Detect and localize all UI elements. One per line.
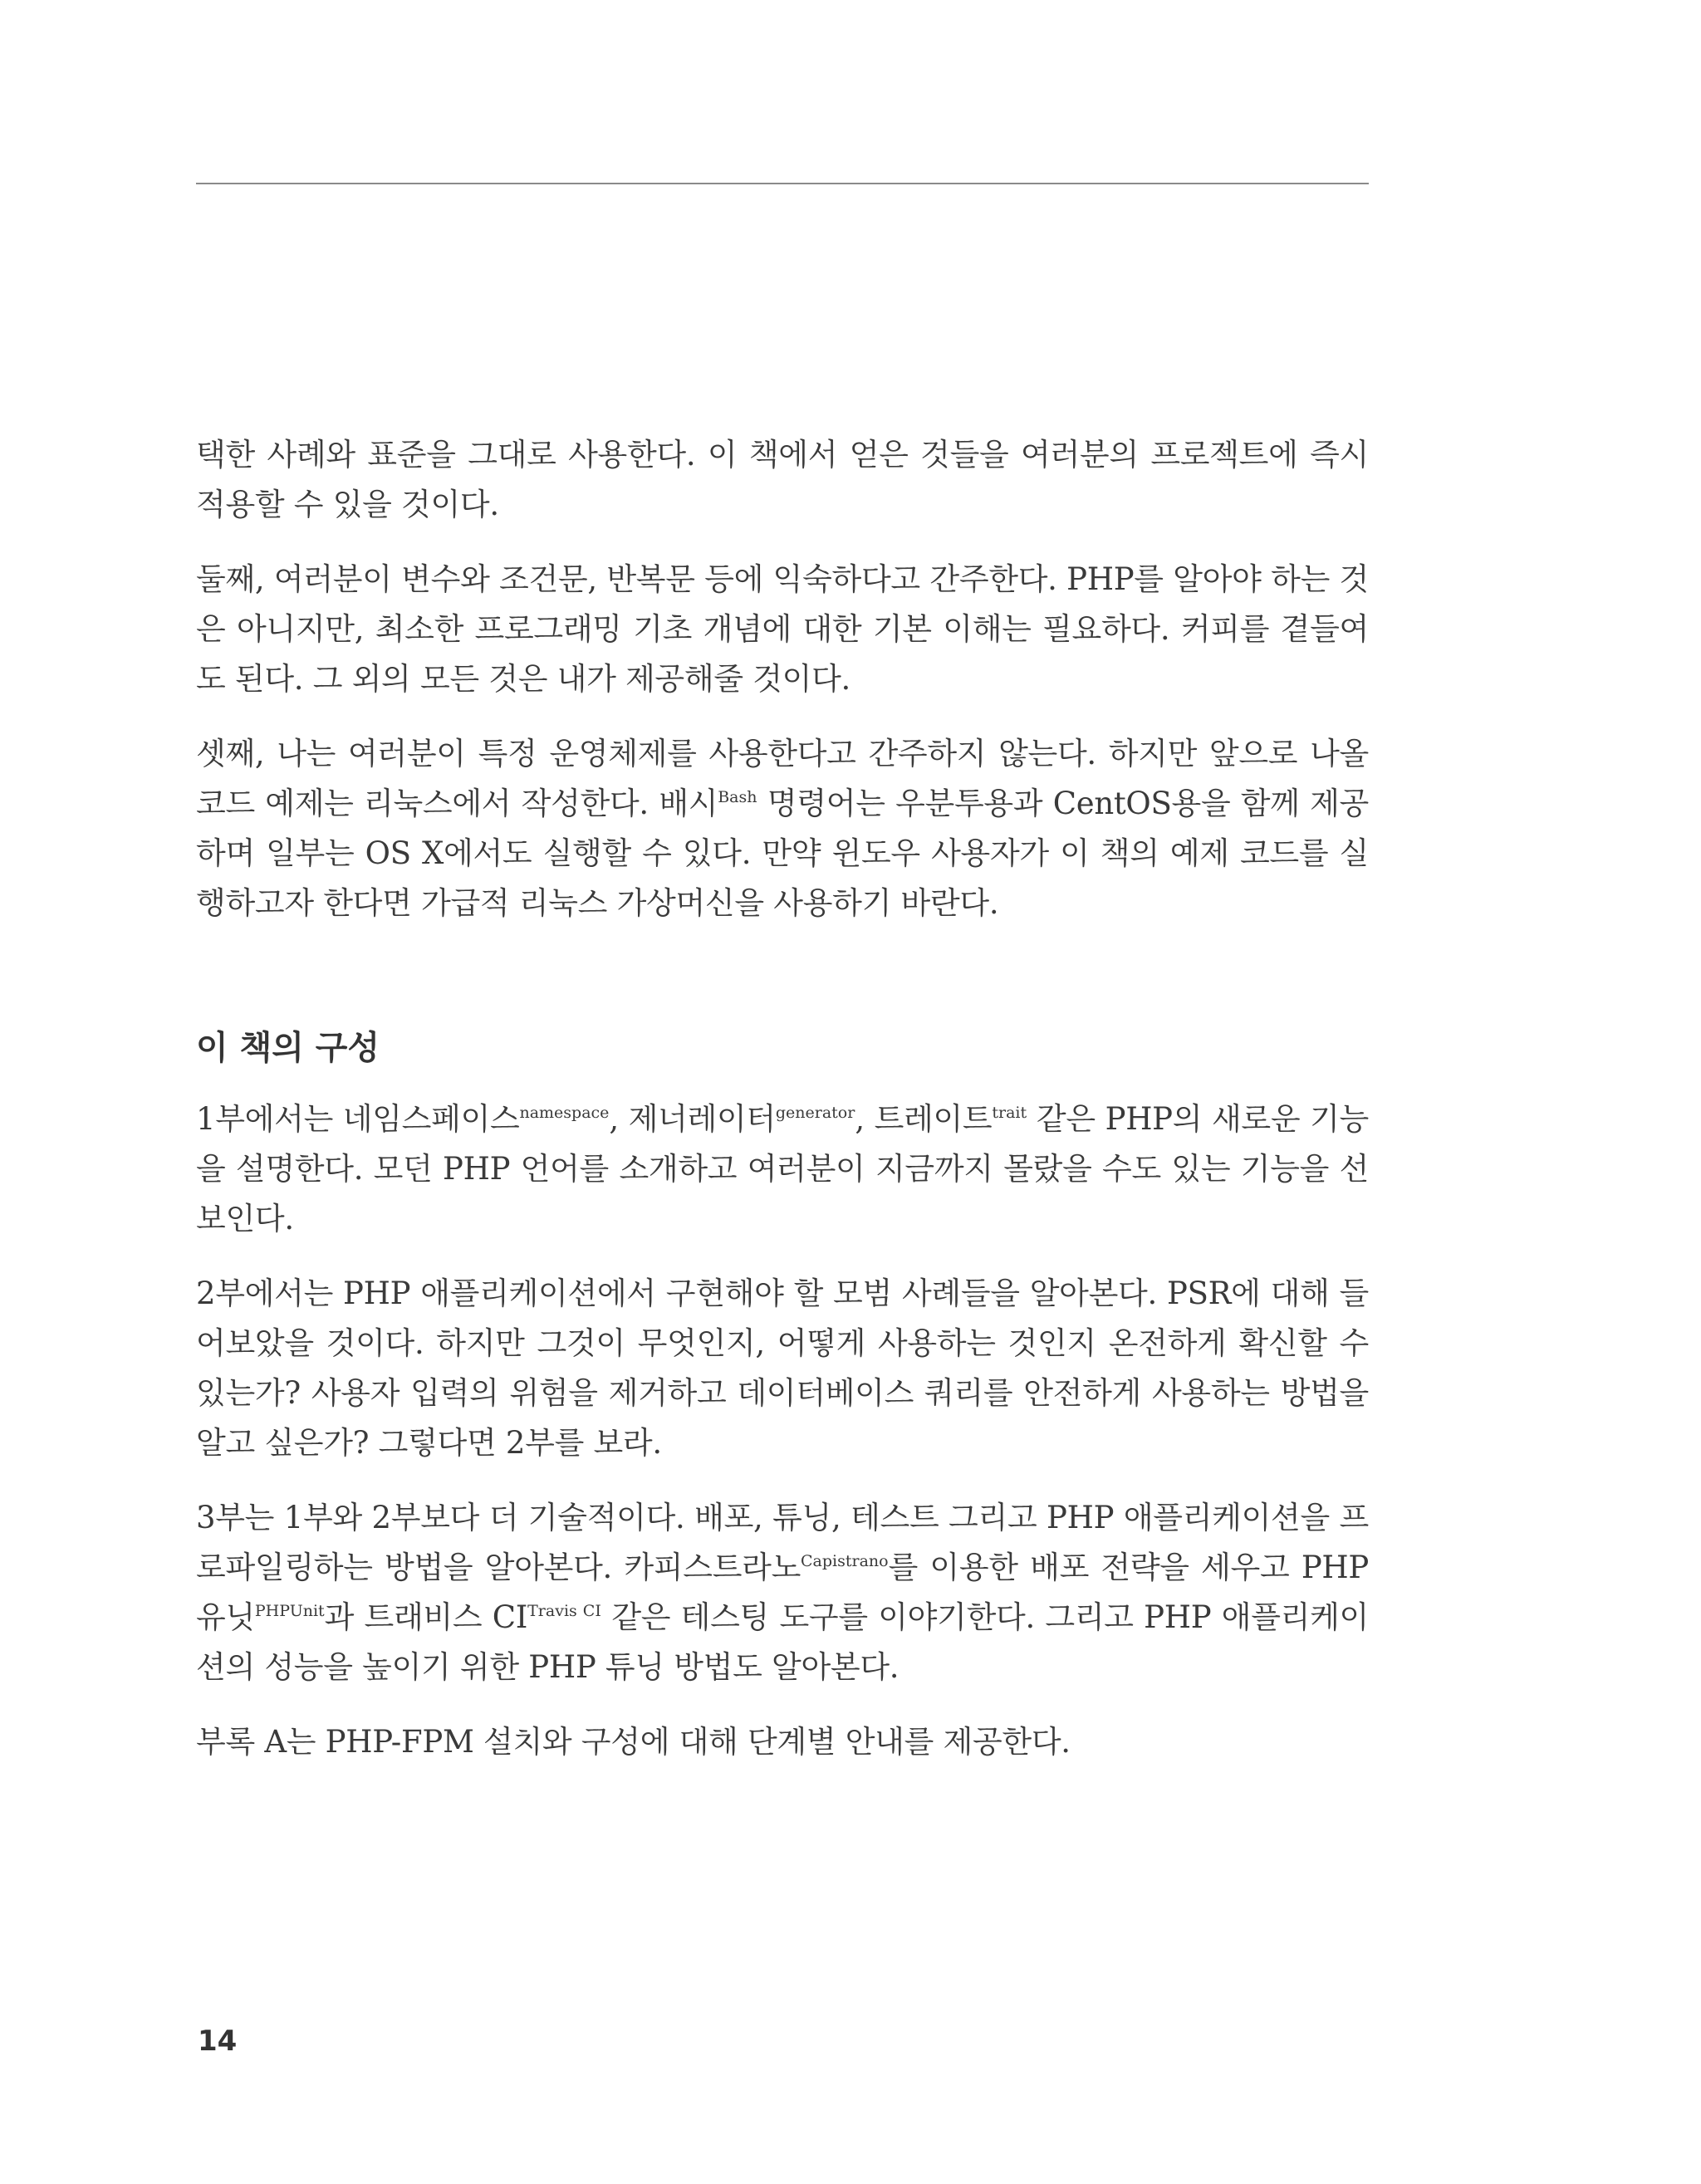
original-term-phpunit: PHPUnit [254,1602,325,1620]
original-term-generator: generator [775,1104,855,1122]
original-term-travis-ci: Travis CI [527,1602,601,1620]
paragraph-part1 [196,1094,1369,1244]
original-term-namespace: namespace [519,1104,610,1122]
paragraph-third-assumption [196,729,1369,928]
paragraph-part3 [196,1493,1369,1692]
paragraph-text: 과 트래비스 CI [324,1599,528,1635]
paragraph-appendix [196,1717,1369,1767]
paragraph-text: 셋째, 나는 여러분이 특정 운영체제를 사용한다고 간주하지 않는다. 하지만 앞으로 나올 코드 예제는 리눅스에서 작성한다. 배시 [196,736,1369,821]
page-body [196,430,1369,1792]
original-term-trait: trait [992,1104,1027,1122]
paragraph-text: 택한 사례와 표준을 그대로 사용한다. 이 책에서 얻은 것들을 여러분의 프로젝트에 즉시 적용할 수 있을 것이다. [196,437,1369,522]
original-term-bash: Bash [718,788,757,806]
paragraph-text: , 제너레이터 [609,1101,776,1137]
paragraph-second-assumption [196,555,1369,704]
paragraph-text: 1부에서는 네임스페이스 [196,1101,520,1137]
paragraph-text: 같은 테스팅 도구를 이야기한다. 그리고 PHP 애플리케이션의 성능을 높이기 위한 PHP 튜닝 방법도 알아본다. [196,1599,1369,1685]
paragraph-text: 2부에서는 PHP 애플리케이션에서 구현해야 할 모범 사례들을 알아본다. PSR에 대해 들어보았을 것이다. 하지만 그것이 무엇인지, 어떻게 사용하는 것인지 온전하게 확신할 수 있는가? 사용자 입력의 위험을 제거하고 데이터베이스 쿼리를 안전하게 사용하는 방법을 알고 싶은가? 그렇다면 2부를 보라. [196,1276,1369,1461]
paragraph-intro-continued [196,430,1369,530]
original-term-capistrano: Capistrano [801,1552,889,1570]
paragraph-text: 를 이용한 배포 전략을 세우고 PHP유닛 [196,1550,1369,1635]
paragraph-text: 둘째, 여러분이 변수와 조건문, 반복문 등에 익숙하다고 간주한다. PHP를 알아야 하는 것은 아니지만, 최소한 프로그래밍 기초 개념에 대한 기본 이해는 필요하다. 커피를 곁들여도 된다. 그 외의 모든 것은 내가 제공해줄 것이다. [196,561,1369,697]
paragraph-text: , 트레이트 [855,1101,993,1137]
section-heading: 이 책의 구성 [196,1029,380,1067]
paragraph-text: 명령어는 우분투용과 CentOS용을 함께 제공하며 일부는 OS X에서도 실행할 수 있다. 만약 윈도우 사용자가 이 책의 예제 코드를 실행하고자 한다면 가급적 리눅스 가상머신을 사용하기 바란다. [196,786,1369,921]
paragraph-text: 같은 PHP의 새로운 기능을 설명한다. 모던 PHP 언어를 소개하고 여러분이 지금까지 몰랐을 수도 있는 기능을 선보인다. [196,1101,1369,1236]
paragraph-text: 부록 A는 PHP-FPM 설치와 구성에 대해 단계별 안내를 제공한다. [196,1724,1071,1760]
header-rule [196,183,1369,184]
page-number: 14 [198,2025,238,2058]
paragraph-part2 [196,1269,1369,1468]
paragraph-text: 3부는 1부와 2부보다 더 기술적이다. 배포, 튜닝, 테스트 그리고 PHP 애플리케이션을 프로파일링하는 방법을 알아본다. 카피스트라노 [196,1500,1369,1585]
